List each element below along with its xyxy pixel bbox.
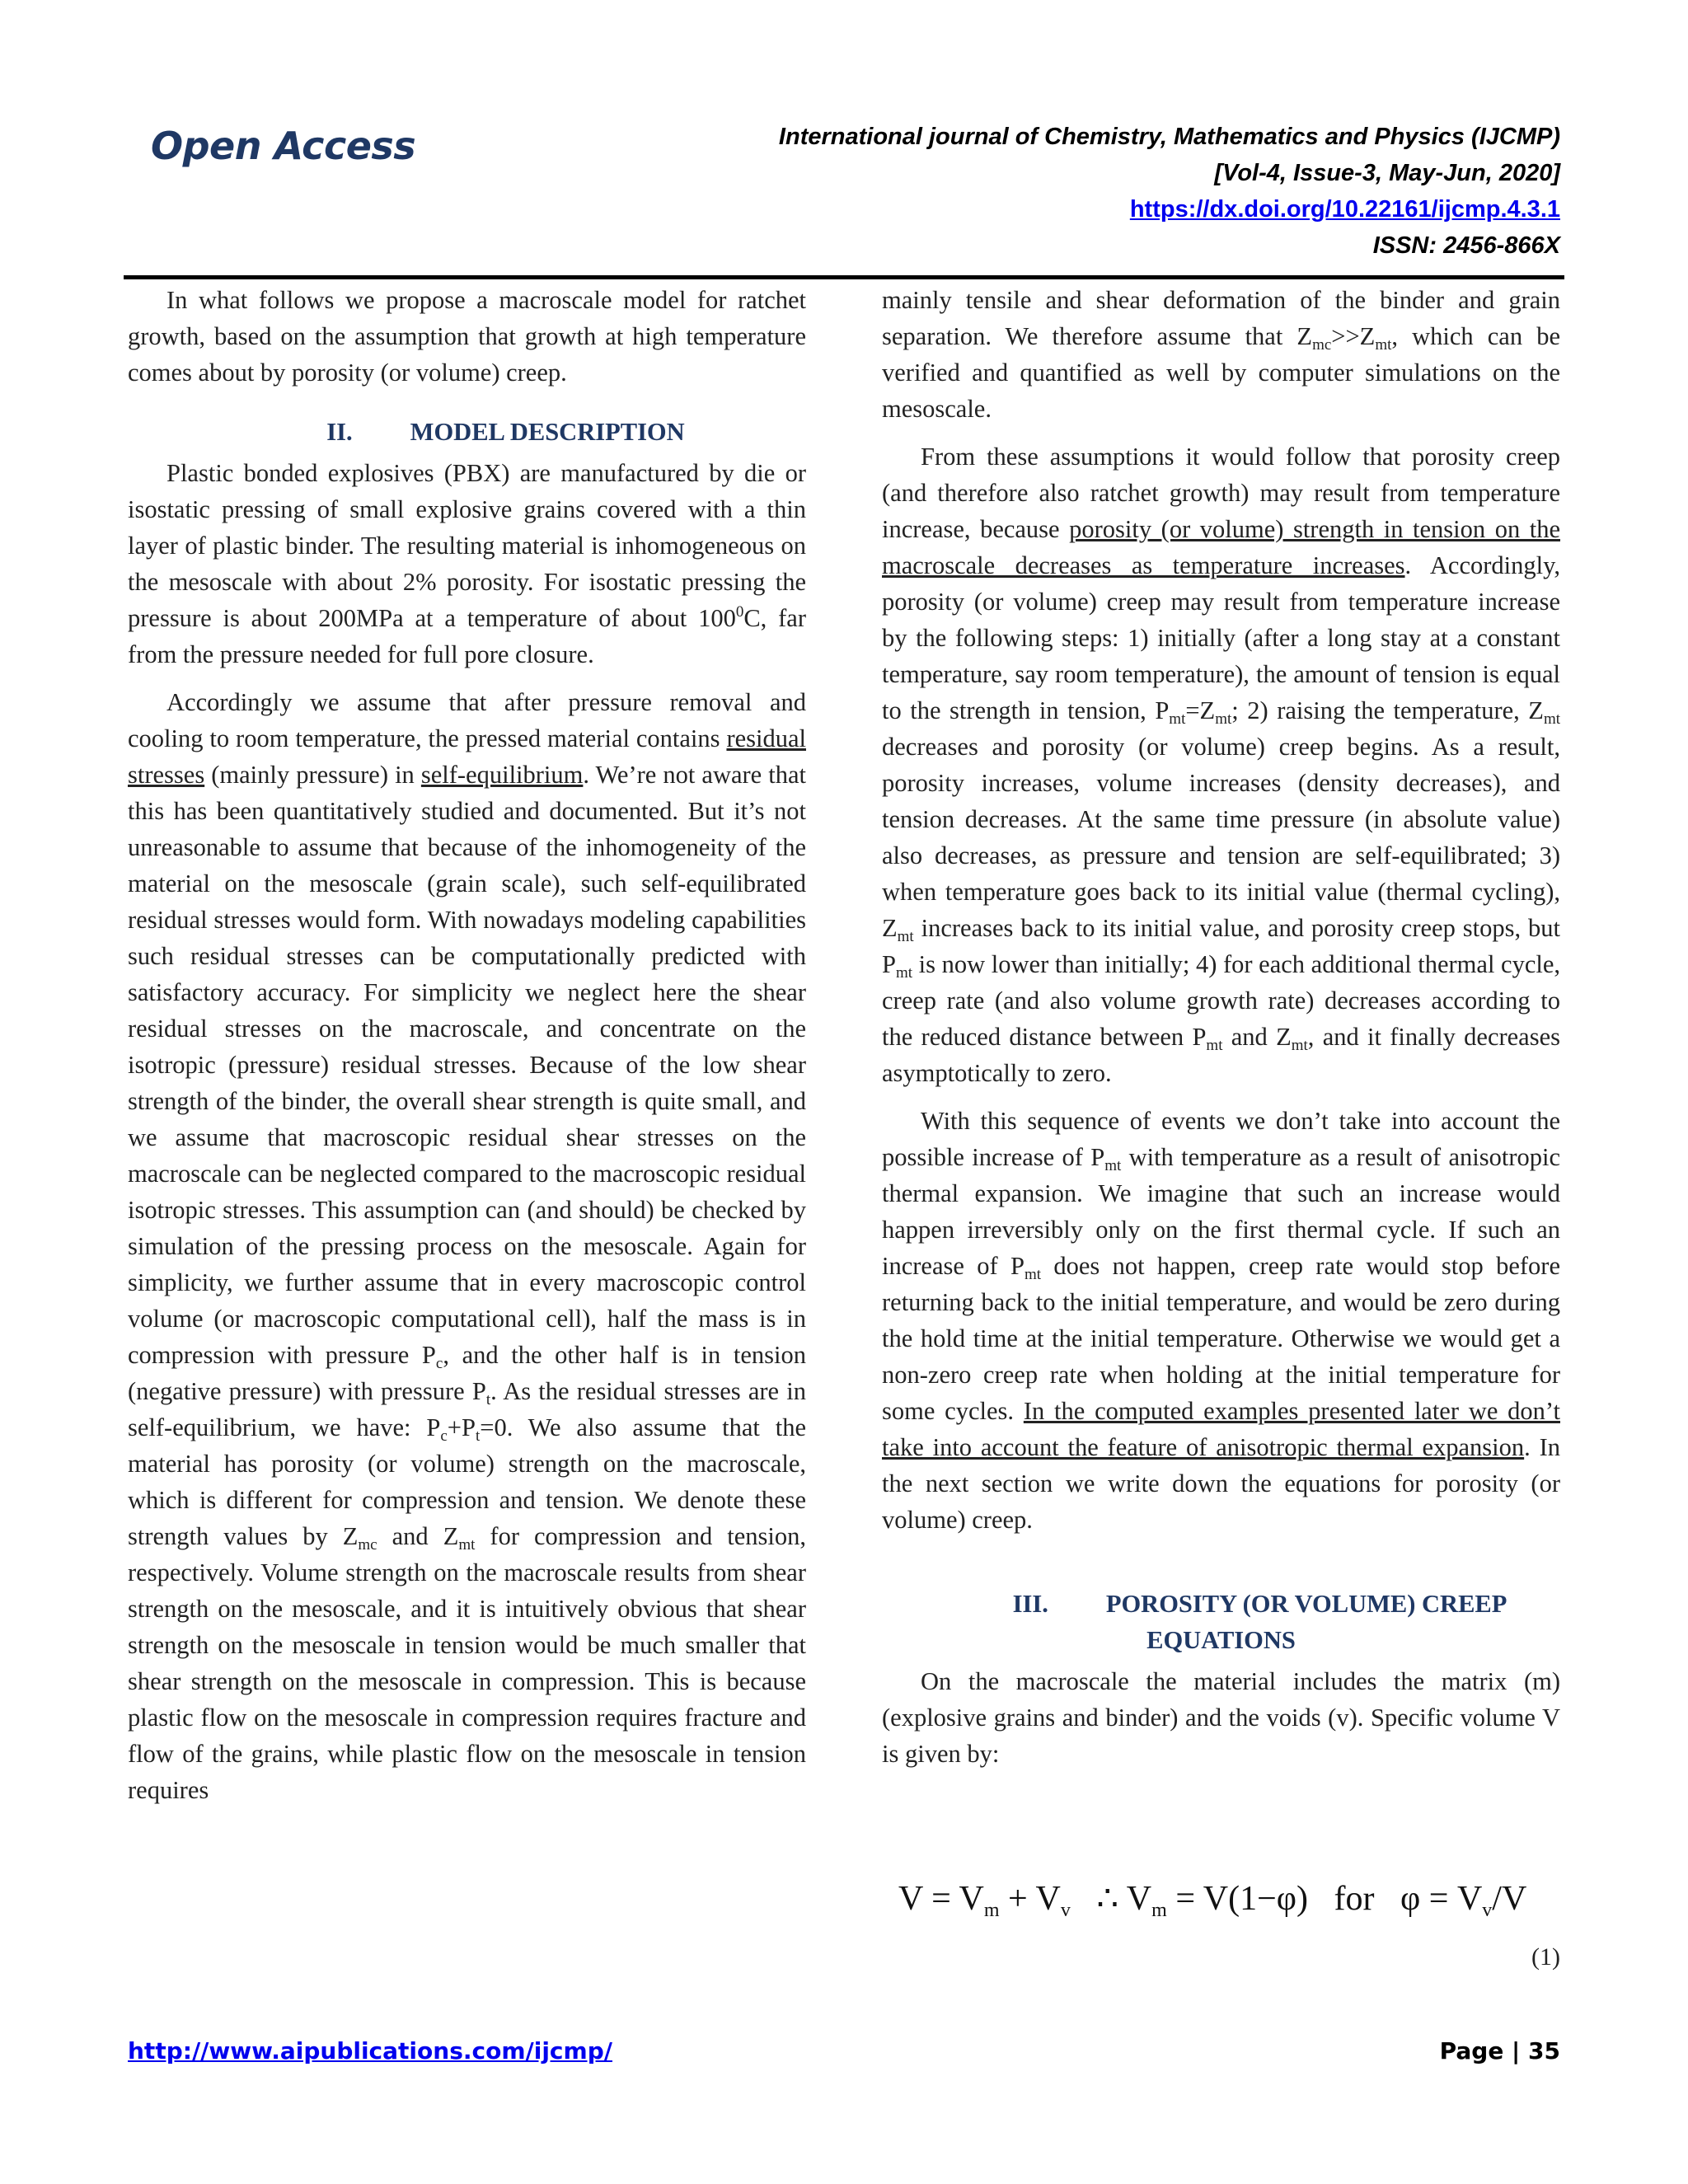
underline-porosity-strength: porosity (or volume) strength in tension on the macroscale decreases as temperature increases <box>882 515 1560 579</box>
header-rule <box>124 275 1564 279</box>
journal-header <box>779 119 1560 264</box>
section-heading-model-description: II. MODEL DESCRIPTION <box>326 418 685 446</box>
underline-self-equilibrium: self-equilibrium <box>420 761 584 789</box>
paragraph-residual-stresses: Accordingly we assume that after pressure removal and cooling to room temperature, the pressed material contains residual stresses (mainly pressure) in self-equilibrium. We’re not aware that this has been quantitatively studied and documented. But it’s not unreasonable to assume that because of the inhomogeneity of the material on the mesoscale (grain scale), such self-equilibrated residual stresses would form. With nowadays modeling capabilities such residual stresses can be computationally predicted with satisfactory accuracy. For simplicity we neglect here the shear residual stresses on the macroscale, and concentrate on the isotropic (pressure) residual stresses. Because of the low shear strength of the binder, the overall shear strength is quite small, and we assume that macroscopic residual shear stresses on the macroscale can be neglected compared to the macroscopic residual isotropic stresses. This assumption can (and should) be checked by simulation of the pressing process on the mesoscale. Again for simplicity, we further assume that in every macroscopic control volume (or macroscopic computational cell), half the mass is in compression with pressure $P_c$, and the other half is in tension (negative pressure) with pressure $P_t$. As the residual stresses are in self-equilibrium, we have: $P_c+P_t=0$. We also assume that the material has porosity (or volume) strength on the macroscale, which is different for compression and tension. We denote these strength values by $Z_{mc}$ and $Z_{mt}$ for compression and tension, respectively. Volume strength on the macroscale results from shear strength on the mesoscale, and it is intuitively obvious that shear strength on the mesoscale in tension would be much smaller that shear strength on the mesoscale in compression. This is because plastic flow on the mesoscale in compression requires fracture and flow of the grains, while plastic flow on the mesoscale in tension requires <box>128 688 807 1804</box>
doi-link[interactable]: https://dx.doi.org/10.22161/ijcmp.4.3.1 <box>1129 196 1560 223</box>
underline-computed-examples: In the computed examples presented later we don’t take into account the feature of anisotropic thermal expansion <box>882 1397 1560 1461</box>
page-number: Page | 35 <box>1439 2037 1560 2064</box>
paragraph-continued: mainly tensile and shear deformation of the binder and grain separation. We therefore assume that $Z_{mc}>>Z_{mt}$, which can be verified and quantified as well by computer simulations on the mesoscale. <box>882 286 1560 423</box>
paragraph-assumptions: From these assumptions it would follow that porosity creep (and therefore also ratchet growth) may result from temperature increase, because porosity (or volume) strength in tension on the macroscale decreases as temperature increases. Accordingly, porosity (or volume) creep may result from temperature increase by the following steps: 1) initially (after a long stay at a constant temperature, say room temperature), the amount of tension is equal to the strength in tension, $P_{mt}=Z_{mt}$; 2) raising the temperature, $Z_{mt}$ decreases and porosity (or volume) creep begins. As a result, porosity increases, volume increases (density decreases), and tension decreases. At the same time pressure (in absolute value) also decreases, as pressure and tension are self-equilibrated; 3) when temperature goes back to its initial value (thermal cycling), $Z_{mt}$ increases back to its initial value, and porosity creep stops, but $P_{mt}$ is now lower than initially; 4) for each additional thermal cycle, creep rate (and also volume growth rate) decreases according to the reduced distance between $P_{mt}$ and $Z_{mt}$, and it finally decreases asymptotically to zero. <box>882 443 1561 1087</box>
paragraph-sequence: With this sequence of events we don’t take into account the possible increase of $P_{mt}$ with temperature as a result of anisotropic thermal expansion. We imagine that such an increase would happen irreversibly only on the first thermal cycle. If such an increase of $P_{mt}$ does not happen, creep rate would stop before returning back to the initial temperature, and would be zero during the hold time at the initial temperature. Otherwise we would get a non-zero creep rate when holding at the initial temperature for some cycles. In the computed examples presented later we don’t take into account the feature of anisotropic thermal expansion. In the next section we write down the equations for porosity (or volume) creep. <box>882 1107 1560 1534</box>
equation-number: (1) <box>1531 1943 1560 1971</box>
left-column <box>128 282 806 1808</box>
footer-url-link[interactable]: http://www.aipublications.com/ijcmp/ <box>128 2037 612 2064</box>
equation-1: V = Vm + Vv ∴ Vm = V(1−φ) for φ = Vv/V <box>898 1880 1527 1921</box>
journal-volume: [Vol-4, Issue-3, May-Jun, 2020] <box>1214 160 1560 186</box>
right-column <box>882 282 1560 1772</box>
section-heading-creep-equations: III. POROSITY (OR VOLUME) CREEP EQUATIONS <box>1012 1590 1507 1654</box>
paragraph-pbx: Plastic bonded explosives (PBX) are manufactured by die or isostatic pressing of small explosive grains covered with a thin layer of plastic binder. The resulting material is inhomogeneous on the mesoscale with about 2% porosity. For isostatic pressing the pressure is about 200MPa at a temperature of about $100^0C$, far from the pressure needed for full pore closure. <box>128 459 806 668</box>
underline-residual-stresses: residual stresses <box>128 724 806 789</box>
journal-title: International journal of Chemistry, Mathematics and Physics (IJCMP) <box>778 124 1560 150</box>
issn: ISSN: 2456-866X <box>1372 232 1560 259</box>
paragraph-intro: In what follows we propose a macroscale model for ratchet growth, based on the assumption that growth at high temperature comes about by porosity (or volume) creep. <box>128 286 806 387</box>
open-access-label: Open Access <box>151 124 416 168</box>
paragraph-macroscale: On the macroscale the material includes the matrix (m) (explosive grains and binder) and the voids (v). Specific volume V is given by: <box>882 1667 1560 1768</box>
